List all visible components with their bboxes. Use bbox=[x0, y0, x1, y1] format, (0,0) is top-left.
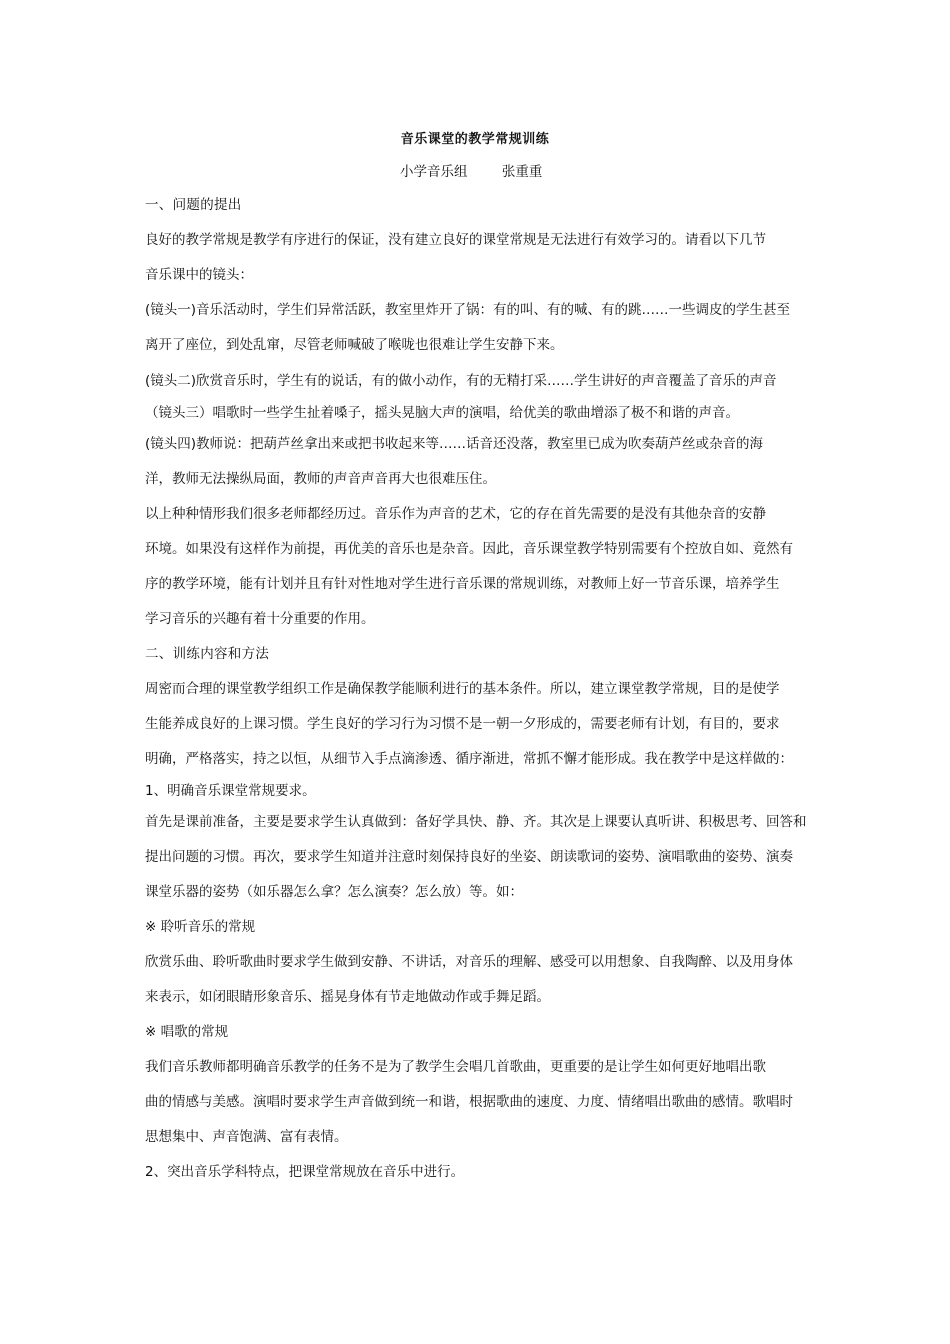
paragraph-line: 序的教学环境，能有计划并且有针对性地对学生进行音乐课的常规训练，对教师上好一节音乐课，培养学生 bbox=[145, 576, 780, 592]
paragraph-line: 明确，严格落实，持之以恒，从细节入手点滴渗透、循序渐进，常抓不懈才能形成。我在教学中是这样做的： bbox=[145, 751, 793, 767]
paragraph-line: 良好的教学常规是教学有序进行的保证，没有建立良好的课堂常规是无法进行有效学习的。请看以下几节 bbox=[145, 232, 766, 248]
listen-heading: ※ 聆听音乐的常规 bbox=[145, 919, 256, 935]
author-line: 小学音乐组 张重重 bbox=[400, 164, 543, 180]
paragraph-line: 欣赏乐曲、聆听歌曲时要求学生做到安静、不讲话，对音乐的理解、感受可以用想象、自我陶醉、以及用身体 bbox=[145, 954, 793, 970]
paragraph-line: 思想集中、声音饱满、富有表情。 bbox=[145, 1129, 348, 1145]
paragraph-line: 来表示，如闭眼睛形象音乐、摇晃身体有节走地做动作或手舞足蹈。 bbox=[145, 989, 550, 1005]
paragraph-line: （镜头三）唱歌时一些学生扯着嗓子，摇头晃脑大声的演唱，给优美的歌曲增添了极不和谐的声音。 bbox=[145, 405, 739, 421]
item2-heading: 2、突出音乐学科特点，把课堂常规放在音乐中进行。 bbox=[145, 1164, 465, 1180]
document-body bbox=[145, 188, 810, 1190]
paragraph-line: (镜头一)音乐活动时，学生们异常活跃，教室里炸开了锅：有的叫、有的喊、有的跳……一些调皮的学生甚至 bbox=[145, 302, 791, 318]
paragraph-line: 周密而合理的课堂教学组织工作是确保教学能顺利进行的基本条件。所以，建立课堂教学常规，目的是使学 bbox=[145, 681, 780, 697]
paragraph-line: 提出问题的习惯。再次，要求学生知道并注意时刻保持良好的坐姿、朗读歌词的姿势、演唱歌曲的姿势、演奏 bbox=[145, 849, 793, 865]
document-title: 音乐课堂的教学常规训练 bbox=[400, 132, 550, 147]
paragraph-line: 学习音乐的兴趣有着十分重要的作用。 bbox=[145, 611, 375, 627]
section2-heading: 二、训练内容和方法 bbox=[145, 646, 270, 662]
paragraph-line: 环境。如果没有这样作为前提，再优美的音乐也是杂音。因此，音乐课堂教学特别需要有个控放自如、竟然有 bbox=[145, 541, 793, 557]
paragraph-line: 我们音乐教师都明确音乐教学的任务不是为了教学生会唱几首歌曲，更重要的是让学生如何更好地唱出歌 bbox=[145, 1059, 766, 1075]
paragraph-line: 洋，教师无法操纵局面，教师的声音声音再大也很难压住。 bbox=[145, 471, 496, 487]
item1-heading: 1、明确音乐课堂常规要求。 bbox=[145, 783, 316, 799]
paragraph-line: 首先是课前准备，主要是要求学生认真做到：备好学具快、静、齐。其次是上课要认真听讲、积极思考、回答和 bbox=[145, 814, 807, 830]
paragraph-line: 音乐课中的镜头： bbox=[145, 267, 253, 283]
paragraph-line: 课堂乐器的姿势（如乐器怎么拿？怎么演奏？怎么放）等。如： bbox=[145, 884, 523, 900]
paragraph-line: (镜头二)欣赏音乐时，学生有的说话，有的做小动作，有的无精打采……学生讲好的声音覆盖了音乐的声音 bbox=[145, 373, 777, 389]
sing-heading: ※ 唱歌的常规 bbox=[145, 1024, 229, 1040]
paragraph-line: 离开了座位，到处乱窜，尽管老师喊破了喉咙也很难让学生安静下来。 bbox=[145, 337, 564, 353]
paragraph-line: (镜头四)教师说：把葫芦丝拿出来或把书收起来等……话音还没落，教室里已成为吹奏葫芦丝或杂音的海 bbox=[145, 436, 764, 452]
paragraph-line: 曲的情感与美感。演唱时要求学生声音做到统一和谐，根据歌曲的速度、力度、情绪唱出歌曲的感情。歌唱时 bbox=[145, 1094, 793, 1110]
section1-heading: 一、问题的提出 bbox=[145, 197, 242, 213]
paragraph-line: 生能养成良好的上课习惯。学生良好的学习行为习惯不是一朝一夕形成的，需要老师有计划，有目的，要求 bbox=[145, 716, 780, 732]
paragraph-line: 以上种种情形我们很多老师都经历过。音乐作为声音的艺术，它的存在首先需要的是没有其他杂音的安静 bbox=[145, 506, 766, 522]
